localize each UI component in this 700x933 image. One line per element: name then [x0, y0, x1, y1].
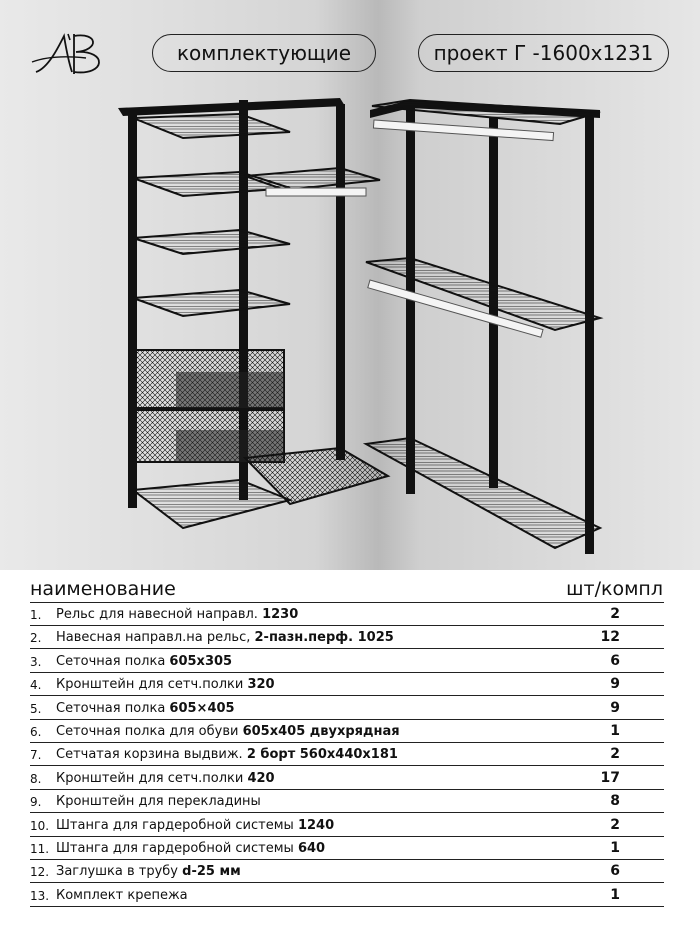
row-description	[56, 677, 560, 692]
row-number: 7.	[30, 748, 42, 763]
row-spec: 320	[247, 677, 275, 693]
table-row	[30, 650, 664, 673]
table-row	[30, 837, 664, 860]
row-text: Кронштейн для сетч.полки	[56, 770, 248, 786]
row-number: 13.	[30, 888, 50, 903]
row-number: 11.	[30, 842, 50, 856]
row-description	[56, 607, 560, 622]
column-header-qty: шт/компл	[566, 578, 663, 600]
table-row	[30, 814, 664, 837]
row-spec: 605×405	[169, 700, 235, 716]
row-number: 10.	[30, 818, 50, 833]
row-qty: 1	[610, 723, 620, 739]
row-description	[56, 701, 560, 716]
row-description	[56, 864, 560, 879]
row-qty: 6	[610, 652, 620, 669]
row-description	[56, 747, 560, 762]
table-row	[30, 697, 664, 720]
row-number: 5.	[30, 701, 42, 716]
table-row	[30, 603, 664, 626]
components-label: комплектующие	[176, 41, 352, 65]
row-text: Комплект крепежа	[56, 887, 188, 903]
row-number: 9.	[30, 795, 42, 810]
row-spec: 640	[297, 841, 326, 856]
table-row	[30, 790, 664, 813]
row-text: Сеточная полка	[56, 700, 170, 716]
row-description	[56, 841, 560, 856]
row-qty: 1	[610, 886, 620, 903]
project-label: проект Г -1600x1231	[433, 41, 654, 65]
row-description	[56, 654, 560, 669]
row-description	[56, 771, 560, 786]
row-text: Сетчатая корзина выдвиж.	[56, 747, 247, 763]
table-row	[30, 720, 664, 743]
row-description	[56, 888, 560, 903]
row-number: 1.	[30, 608, 42, 622]
row-number: 6.	[30, 725, 42, 739]
row-spec: 1240	[297, 817, 335, 833]
table-row	[30, 860, 664, 883]
row-spec: 2 борт 560x440x181	[246, 747, 398, 763]
row-text: Рельс для навесной направл.	[56, 607, 263, 622]
row-qty: 8	[610, 793, 620, 810]
row-text: Штанга для гардеробной системы	[56, 817, 298, 833]
row-qty: 2	[610, 816, 620, 833]
row-description	[56, 630, 560, 645]
row-spec: 2-пазн.перф. 1025	[254, 630, 394, 646]
row-qty: 6	[610, 863, 620, 880]
row-number: 2.	[30, 631, 42, 646]
row-spec: d-25 мм	[182, 864, 241, 880]
row-text: Сеточная полка	[56, 653, 170, 669]
row-qty: 1	[610, 840, 620, 856]
row-spec: 605x305	[169, 653, 233, 669]
row-text: Штанга для гардеробной системы	[56, 841, 298, 856]
row-description	[56, 818, 560, 833]
table-row	[30, 626, 664, 649]
column-header-name: наименование	[30, 578, 176, 600]
row-spec: 420	[247, 770, 275, 786]
row-text: Кронштейн для сетч.полки	[56, 677, 248, 693]
row-qty: 9	[610, 676, 620, 693]
row-text: Заглушка в трубу	[56, 864, 183, 880]
row-text: Кронштейн для перекладины	[56, 794, 261, 810]
table-row	[30, 884, 664, 907]
table-row	[30, 767, 664, 790]
row-number: 8.	[30, 771, 42, 786]
row-text: Навесная направл.на рельс,	[56, 630, 255, 646]
row-qty: 17	[600, 769, 620, 786]
row-spec: 605x405 двухрядная	[242, 724, 400, 739]
row-description	[56, 724, 560, 739]
row-qty: 2	[610, 746, 620, 763]
row-spec: 1230	[262, 607, 299, 622]
table-row	[30, 743, 664, 766]
row-number: 4.	[30, 678, 42, 693]
row-description	[56, 794, 560, 809]
table-row	[30, 673, 664, 696]
row-qty: 2	[610, 606, 620, 622]
row-qty: 12	[600, 629, 620, 646]
row-qty: 9	[610, 699, 620, 716]
row-text: Сеточная полка для обуви	[56, 724, 243, 739]
row-number: 3.	[30, 654, 42, 669]
row-number: 12.	[30, 865, 50, 880]
